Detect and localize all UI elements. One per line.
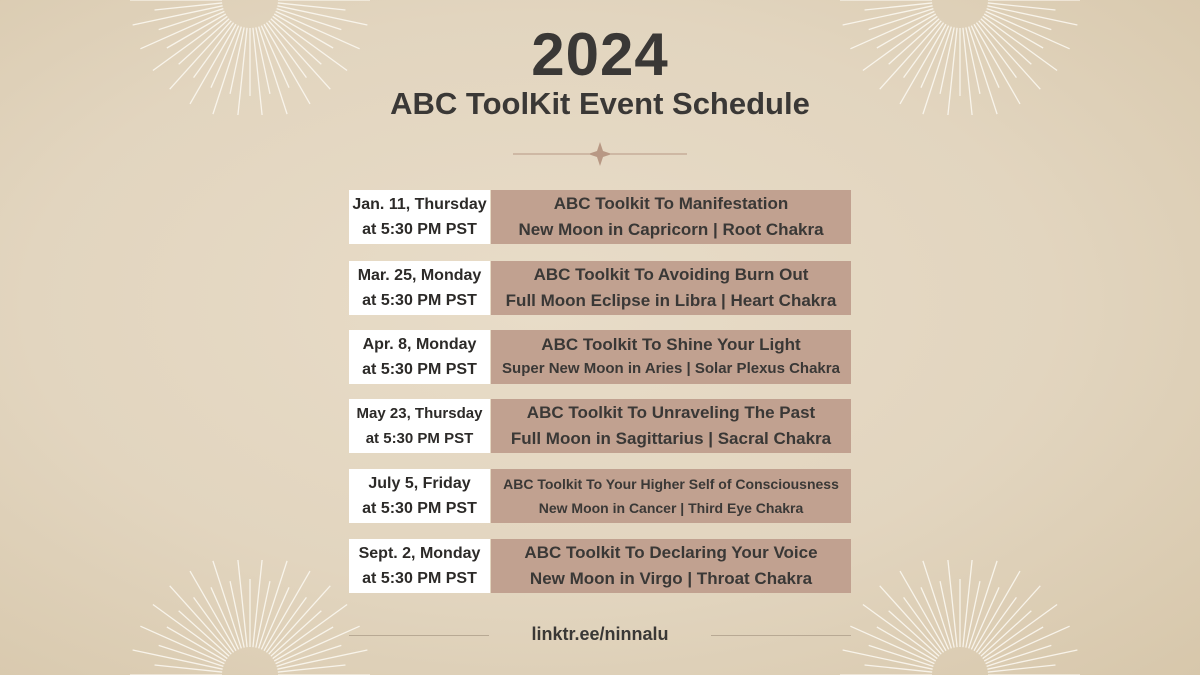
event-info-cell: [491, 539, 851, 593]
sunburst-ray: [277, 650, 367, 669]
event-date: Mar. 25, Monday: [357, 267, 482, 284]
sparkle-divider: [513, 140, 687, 168]
schedule-row: [349, 469, 851, 523]
event-date: Jan. 11, Thursday: [352, 196, 487, 213]
event-time: at 5:30 PM PST: [362, 221, 477, 238]
event-date-cell: [349, 399, 490, 453]
schedule-row: [349, 190, 851, 244]
footer-link[interactable]: linktr.ee/ninnalu: [531, 624, 669, 644]
event-title: ABC Toolkit To Your Higher Self of Consciousness: [503, 476, 839, 492]
sunburst-ray: [155, 3, 223, 10]
sunburst-ray: [843, 650, 933, 669]
event-title: ABC Toolkit To Manifestation: [553, 194, 789, 213]
event-subtitle: Full Moon in Sagittarius | Sacral Chakra: [510, 429, 832, 448]
event-info-cell: [491, 399, 851, 453]
event-date: Sept. 2, Monday: [358, 545, 481, 562]
event-date-cell: [349, 469, 490, 523]
sunburst-ray: [987, 650, 1077, 669]
event-time: at 5:30 PM PST: [365, 430, 474, 447]
event-date: July 5, Friday: [368, 475, 471, 492]
sparkle-icon: [588, 142, 612, 166]
event-date: May 23, Thursday: [356, 405, 483, 422]
sunburst-ray: [988, 665, 1056, 672]
event-info-cell: [491, 330, 851, 384]
schedule-row: [349, 330, 851, 384]
event-info-cell: [491, 261, 851, 315]
event-subtitle: Super New Moon in Aries | Solar Plexus Chakra: [502, 360, 840, 377]
sunburst-icon: [830, 560, 1090, 675]
schedule-row: [349, 399, 851, 453]
sunburst-ray: [988, 3, 1056, 10]
event-title: ABC Toolkit To Declaring Your Voice: [524, 543, 818, 562]
event-info-cell: [491, 469, 851, 523]
sunburst-ray: [865, 665, 933, 672]
sunburst-ray: [865, 3, 933, 10]
event-date-cell: [349, 261, 490, 315]
event-date-cell: [349, 539, 490, 593]
sunburst-ray: [278, 3, 346, 10]
event-info-cell: [491, 190, 851, 244]
schedule-row: [349, 261, 851, 315]
event-subtitle: Full Moon Eclipse in Libra | Heart Chakra: [505, 291, 837, 310]
event-subtitle: New Moon in Capricorn | Root Chakra: [518, 220, 824, 239]
sunburst-ray: [133, 650, 223, 669]
event-time: at 5:30 PM PST: [362, 292, 477, 309]
event-date: Apr. 8, Monday: [362, 336, 477, 353]
sunburst-ray: [155, 665, 223, 672]
page-title: ABC ToolKit Event Schedule: [390, 86, 810, 121]
schedule-row: [349, 539, 851, 593]
event-time: at 5:30 PM PST: [362, 570, 477, 587]
year-heading: 2024: [531, 21, 669, 88]
event-date-cell: [349, 190, 490, 244]
sunburst-icon: [120, 560, 380, 675]
event-title: ABC Toolkit To Shine Your Light: [541, 335, 801, 354]
event-title: ABC Toolkit To Avoiding Burn Out: [533, 265, 809, 284]
event-time: at 5:30 PM PST: [362, 361, 477, 378]
event-subtitle: New Moon in Virgo | Throat Chakra: [529, 569, 813, 588]
event-subtitle: New Moon in Cancer | Third Eye Chakra: [538, 500, 804, 516]
event-title: ABC Toolkit To Unraveling The Past: [526, 403, 816, 422]
sunburst-ray: [278, 665, 346, 672]
event-date-cell: [349, 330, 490, 384]
event-time: at 5:30 PM PST: [362, 500, 477, 517]
